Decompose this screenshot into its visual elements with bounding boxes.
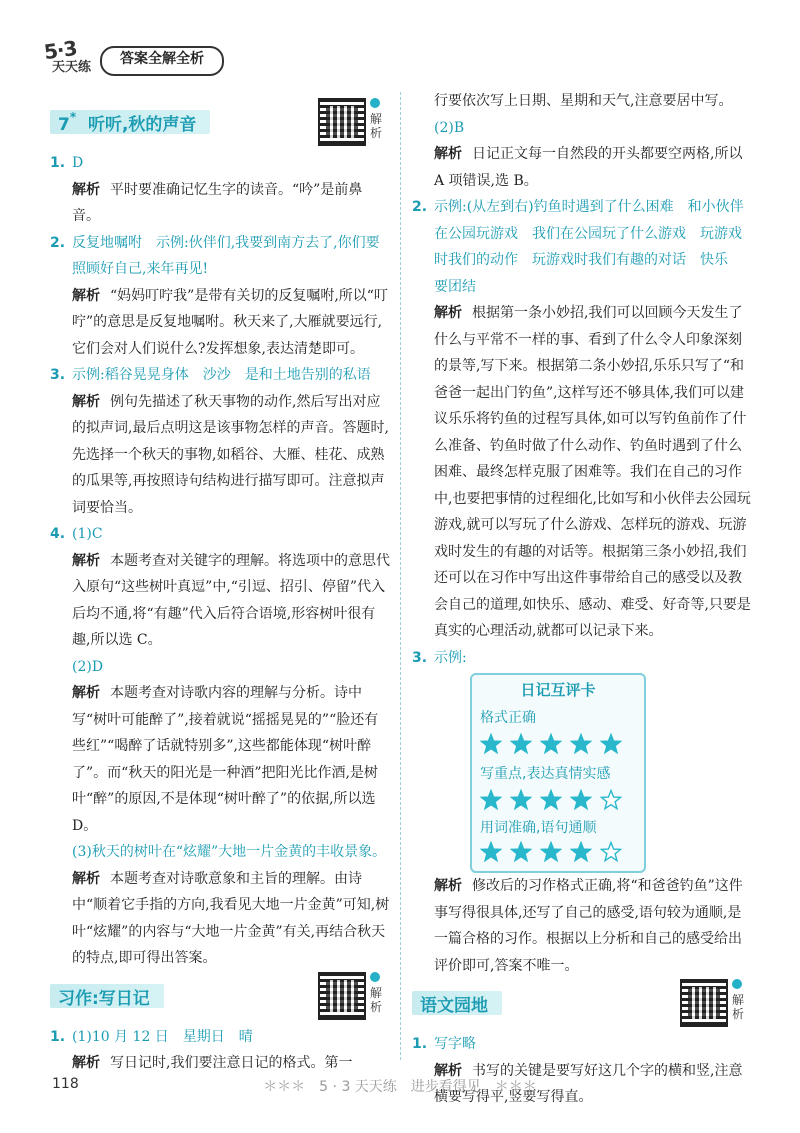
analysis-text: 本题考查对诗歌内容的理解与分析。诗中写“树叶可能醉了”,接着就说“摇摇晃晃的”“脸还有些红”“喝醉了话就特别多”,这些都能体现“树叶醉了”。而“秋天的阳光是一种酒”把阳光比作酒,是树叶“醉”的原因,不是体现“树叶醉了”的依据,所以选 D。 bbox=[72, 685, 379, 834]
section-header-3 bbox=[412, 979, 752, 1031]
analysis-text: 日记正文每一自然段的开头都要空两格,所以 A 项错误,选 B。 bbox=[434, 146, 743, 189]
answer-4-3: (3)秋天的树叶在“炫耀”大地一片金黄的丰收景象。 bbox=[72, 844, 387, 860]
play-icon bbox=[370, 98, 380, 108]
section-title-2: 习作:写日记 bbox=[50, 984, 164, 1008]
answer: D bbox=[72, 155, 84, 171]
star-filled-icon bbox=[480, 789, 502, 811]
analysis-label: 解析 bbox=[72, 181, 100, 198]
page-number: 118 bbox=[52, 1076, 79, 1092]
answer: 示例: bbox=[434, 649, 467, 666]
question-3 bbox=[50, 362, 390, 389]
analysis-label: 解析 bbox=[72, 685, 100, 701]
star-filled-icon bbox=[570, 733, 592, 755]
question-number: 1. bbox=[50, 1028, 66, 1045]
analysis-label: 解析 bbox=[434, 878, 462, 894]
star-filled-icon bbox=[510, 733, 532, 755]
analysis-text: 本题考查对关键字的理解。将选项中的意思代入原句“这些树叶真逗”中,“引逗、招引、停留”代入后均不通,将“有趣”代入后符合语境,形容树叶很有趣,所以选 C。 bbox=[72, 552, 390, 648]
answer: 示例:稻谷晃晃身体 沙沙 是和土地告别的私语 bbox=[72, 367, 371, 383]
analysis-4-3 bbox=[50, 866, 390, 972]
qr-label: 解析 bbox=[370, 985, 383, 1014]
writing-question-3 bbox=[412, 645, 752, 672]
star-filled-icon bbox=[570, 789, 592, 811]
continued-text: 行要依次写上日期、星期和天气,注意要居中写。 bbox=[434, 93, 733, 109]
analysis-text: 修改后的习作格式正确,将“和爸爸钓鱼”这件事写得很具体,还写了自己的感受,语句较为通顺,是一篇合格的习作。根据以上分析和自己的感受给出评价即可,答案不唯一。 bbox=[434, 878, 743, 974]
answer-4-2: (2)D bbox=[72, 658, 104, 675]
section-star: * bbox=[69, 110, 77, 124]
qr-code-icon[interactable] bbox=[680, 979, 728, 1027]
star-empty-icon bbox=[600, 789, 622, 811]
stars-row-3 bbox=[480, 841, 622, 863]
analysis-label: 解析 bbox=[72, 1055, 100, 1071]
question-2 bbox=[50, 230, 390, 283]
question-number: 3. bbox=[50, 367, 66, 383]
play-icon bbox=[370, 972, 380, 982]
qr-label: 解析 bbox=[732, 993, 745, 1021]
analysis-2 bbox=[50, 283, 390, 363]
section-title-text: 听听,秋的声音 bbox=[87, 115, 197, 135]
logo-bottom: 天天练 bbox=[52, 60, 92, 75]
question-number: 1. bbox=[50, 155, 66, 171]
star-filled-icon bbox=[480, 841, 502, 863]
writing-analysis-2 bbox=[412, 300, 752, 645]
analysis-label: 解析 bbox=[72, 552, 100, 569]
question-number: 1. bbox=[412, 1036, 428, 1052]
section-title-3: 语文园地 bbox=[412, 991, 502, 1015]
criterion-wording: 用词准确,语句通顺 bbox=[480, 820, 597, 836]
answer-w1-2: (2)B bbox=[434, 119, 465, 136]
section-number: 7 bbox=[58, 115, 70, 135]
star-empty-icon bbox=[600, 841, 622, 863]
writing-question-1 bbox=[50, 1024, 390, 1051]
logo-top: 5·3 bbox=[42, 35, 78, 65]
question-number: 4. bbox=[50, 526, 66, 542]
analysis-text: 本题考查对诗歌意象和主旨的理解。由诗中“顺着它手指的方向,我看见大地一片金黄”可知,树叶“炫耀”的内容与“大地一片金黄”有关,再结合秋天的特点,即可得出答案。 bbox=[72, 870, 390, 966]
analysis-label: 解析 bbox=[434, 305, 462, 321]
stars-row-1 bbox=[480, 733, 622, 755]
column-divider bbox=[400, 92, 401, 1060]
star-filled-icon bbox=[510, 789, 532, 811]
play-icon bbox=[732, 979, 742, 989]
diary-review-card bbox=[470, 673, 646, 873]
analysis-label: 解析 bbox=[434, 1062, 462, 1079]
analysis-text: 写日记时,我们要注意日记的格式。第一 bbox=[110, 1055, 353, 1071]
analysis-text: “妈妈叮咛我”是带有关切的反复嘱咐,所以“叮咛”的意思是反复地嘱咐。秋天来了,大雁就要远行,它们会对人们说什么?发挥想象,表达清楚即可。 bbox=[72, 287, 388, 357]
analysis-4-1 bbox=[50, 548, 390, 654]
analysis-label: 解析 bbox=[434, 146, 462, 162]
answer: 反复地嘱咐 示例:伙伴们,我要到南方去了,你们要照顾好自己,来年再见! bbox=[72, 234, 380, 277]
qr-label: 解析 bbox=[370, 112, 383, 140]
analysis-text: 例句先描述了秋天事物的动作,然后写出对应的拟声词,最后点明这是该事物怎样的声音。答题时,先选择一个秋天的事物,如稻谷、大雁、桂花、成熟的瓜果等,再按照诗句结构进行描写即可。注意拟声词要恰当。 bbox=[72, 393, 389, 516]
garden-question-1 bbox=[412, 1031, 752, 1058]
star-filled-icon bbox=[480, 733, 502, 755]
answer: 示例:(从左到右)钓鱼时遇到了什么困难 和小伙伴在公园玩游戏 我们在公园玩了什么游戏 玩游戏时我们的动作 玩游戏时我们有趣的对话 快乐 要团结 bbox=[434, 199, 744, 295]
analysis-w1-2 bbox=[412, 141, 752, 194]
answer: 写字略 bbox=[434, 1036, 476, 1052]
star-filled-icon bbox=[540, 789, 562, 811]
brand-logo bbox=[42, 35, 100, 75]
analysis-label: 解析 bbox=[72, 287, 100, 304]
header-title: 答案全解全析 bbox=[100, 46, 224, 76]
analysis-3 bbox=[50, 389, 390, 522]
section-title-1 bbox=[50, 110, 210, 134]
star-filled-icon bbox=[570, 841, 592, 863]
section-header-1 bbox=[50, 98, 390, 150]
question-number: 2. bbox=[412, 199, 428, 215]
star-filled-icon bbox=[540, 733, 562, 755]
card-title: 日记互评卡 bbox=[520, 681, 596, 699]
analysis-4-2 bbox=[50, 680, 390, 839]
footer-slogan: ＊＊＊ 5 · 3 天天练 进步看得见 ＊＊＊ bbox=[263, 1079, 537, 1095]
answer: (1)10 月 12 日 星期日 晴 bbox=[72, 1028, 253, 1045]
stars-row-2 bbox=[480, 789, 622, 811]
question-number: 2. bbox=[50, 234, 66, 251]
analysis-1 bbox=[50, 177, 390, 230]
right-column bbox=[412, 88, 752, 1111]
criterion-format: 格式正确 bbox=[480, 710, 536, 726]
left-column bbox=[50, 98, 390, 1077]
section-header-2 bbox=[50, 972, 390, 1024]
star-filled-icon bbox=[600, 733, 622, 755]
writing-analysis-1 bbox=[50, 1050, 390, 1077]
answer: (1)C bbox=[72, 526, 103, 542]
analysis-label: 解析 bbox=[72, 393, 100, 410]
question-4 bbox=[50, 521, 390, 548]
question-number: 3. bbox=[412, 649, 428, 666]
analysis-text: 书写的关键是要写好这几个字的横和竖,注意横要写得平,竖要写得直。 bbox=[434, 1062, 743, 1105]
question-1 bbox=[50, 150, 390, 177]
writing-analysis-3 bbox=[412, 873, 752, 979]
star-filled-icon bbox=[510, 841, 532, 863]
qr-code-icon[interactable] bbox=[318, 972, 366, 1020]
star-filled-icon bbox=[540, 841, 562, 863]
analysis-text: 平时要准确记忆生字的读音。“吟”是前鼻音。 bbox=[72, 181, 363, 224]
criterion-focus: 写重点,表达真情实感 bbox=[480, 766, 611, 782]
analysis-label: 解析 bbox=[72, 870, 100, 887]
qr-code-icon[interactable] bbox=[318, 98, 366, 146]
writing-question-2 bbox=[412, 194, 752, 300]
analysis-text: 根据第一条小妙招,我们可以回顾今天发生了什么与平常不一样的事、看到了什么令人印象深刻的景等,写下来。根据第二条小妙招,乐乐只写了“和爸爸一起出门钓鱼”,这样写还不够具体,我们可以建议乐乐将钓鱼的过程写具体,如可以写钓鱼前作了什么准备、钓鱼时做了什么动作、钓鱼时遇到了什么困难、最终怎样克服了困难等。我们在自己的习作中,也要把事情的过程细化,比如写和小伙伴去公园玩游戏,就可以写玩了什么游戏、怎样玩的游戏、玩游戏时发生的有趣的对话等。根据第三条小妙招,我们还可以在习作中写出这件事带给自己的感受以及教会自己的道理,如快乐、感动、难受、好奇等,只要是真实的心理活动,就都可以记录下来。 bbox=[434, 305, 751, 639]
